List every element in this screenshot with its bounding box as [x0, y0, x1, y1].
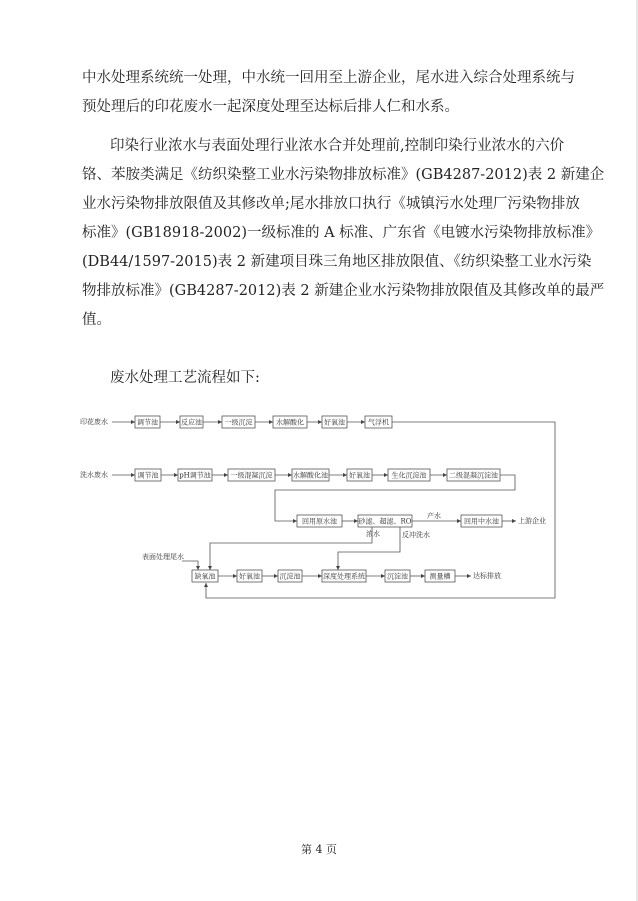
- row2-step-6-label: 生化沉淀池: [391, 471, 427, 480]
- row4-step-3-label: 沉淀池: [279, 572, 301, 581]
- row2-step-1-label: 调节池: [137, 471, 159, 480]
- row4-step-5-label: 沉淀池: [387, 572, 408, 581]
- paragraph-2-line-4: 标准》(GB18918-2002)一级标准的 A 标准、广东省《电镀水污染物排放标准》: [82, 225, 601, 241]
- paragraph-2-line-6: 物排放标准》(GB4287-2012)表 2 新建企业水污染物排放限值及其修改单的最严: [82, 283, 605, 299]
- row1-step-1-label: 调节池: [137, 418, 158, 427]
- paragraph-1-line-1: 中水处理系统统一处理，中水统一回用至上游企业，尾水进入综合处理系统与: [82, 70, 575, 86]
- paragraph-1-line-2: 预处理后的印花废水一起深度处理至达标后排人仁和水系。: [82, 99, 459, 115]
- row2-step-7-label: 二级混凝沉淀池: [449, 471, 498, 480]
- row4-step-2-label: 好氧池: [239, 572, 260, 581]
- concentrate-line: [210, 527, 372, 570]
- row2-step-5-label: 好氧池: [349, 471, 370, 480]
- row1-step-4-label: 水解酸化: [276, 418, 304, 427]
- row3-step-3-label: 回用中水池: [464, 517, 499, 526]
- row1-source-label: 印花废水: [80, 418, 108, 426]
- row2-step-3-label: 一级混凝沉淀: [230, 471, 273, 480]
- row2-to-row3-line: [275, 475, 515, 521]
- paragraph-2-line-7: 值。: [82, 312, 111, 328]
- surface-water-line: [182, 561, 198, 570]
- page-number: 第 4 页: [301, 843, 337, 856]
- row4-step-4-label: 深度处理系统: [323, 572, 365, 581]
- paragraph-2-line-2: 铬、苯胺类满足《纺织染整工业水污染物排放标准》(GB4287-2012)表 2 新建企: [82, 167, 605, 183]
- paragraph-3: 废水处理工艺流程如下:: [110, 370, 260, 386]
- row3-destination-label: 上游企业: [518, 517, 546, 525]
- product-water-label: 产水: [427, 512, 441, 520]
- row4-source-label: 表面处理尾水: [142, 553, 184, 561]
- row1-step-2-label: 反应池: [181, 418, 202, 427]
- row2-source-label: 洗水废水: [80, 471, 108, 479]
- row1-step-3-label: 一级沉淀: [224, 418, 253, 427]
- row2-step-4-label: 水解酸化池: [293, 471, 328, 480]
- backwash-label: 反冲洗水: [402, 531, 430, 539]
- row3-step-1-label: 回用原水池: [302, 517, 337, 526]
- row1-step-6-label: 气浮机: [368, 418, 389, 427]
- concentrate-label: 浓水: [366, 530, 380, 538]
- row2-step-2-label: pH调节池: [179, 471, 211, 480]
- paragraph-2-line-5: (DB44/1597-2015)表 2 新建项目珠三角地区排放限值、《纺织染整工业水污染: [82, 254, 592, 270]
- paragraph-2-line-1: 印染行业浓水与表面处理行业浓水合并处理前,控制印染行业浓水的六价: [110, 138, 565, 154]
- paragraph-2-line-3: 业水污染物排放限值及其修改单;尾水排放口执行《城镇污水处理厂污染物排放: [82, 196, 580, 212]
- row4-step-6-label: 测量槽: [429, 572, 451, 581]
- row4-step-1-label: 缺氧池: [194, 572, 216, 581]
- row1-step-5-label: 好氧池: [324, 418, 345, 427]
- row4-destination-label: 达标排放: [473, 572, 501, 580]
- row3-step-2-label: 砂滤、超滤、RO: [358, 517, 412, 526]
